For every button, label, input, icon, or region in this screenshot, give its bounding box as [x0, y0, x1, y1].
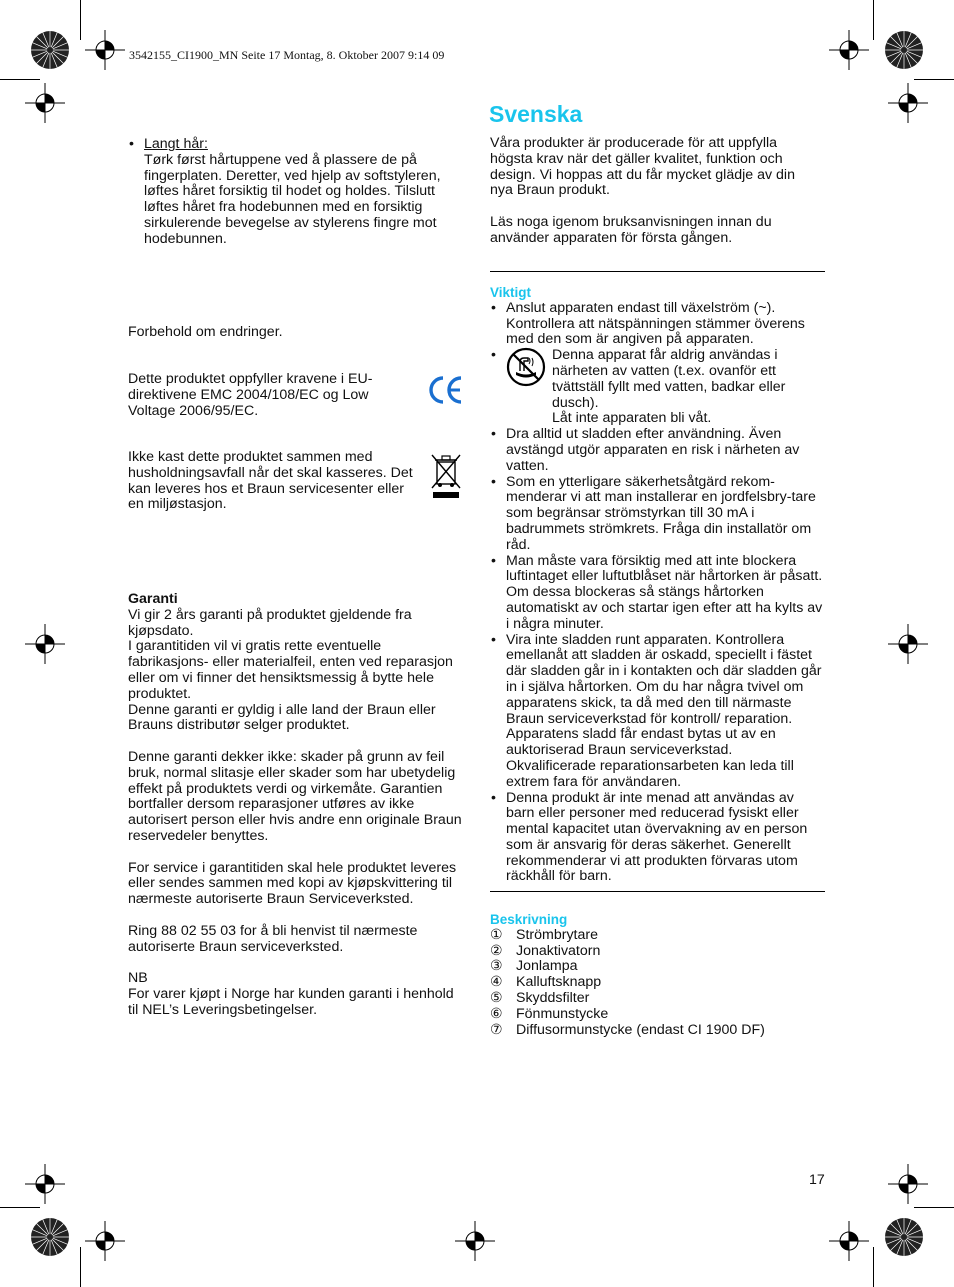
list-item [490, 928, 826, 944]
starburst-target-icon [30, 1217, 70, 1257]
important-text: Som en ytterligare säkerhetsåtgärd rekom-menderar vi att man installerar en jordfelsbry-tare som begränsar strömstyrkan till 30 mA i badrummets strömkrets. Fråga din installatör om råd. [506, 473, 816, 553]
important-heading: Viktigt [490, 285, 532, 300]
intro-paragraph-1: Våra produkter är producerade för att uppfylla högsta krav när det gäller kvalitet, funktion och design. Vi hoppas att du får mycket glädje av din nya Braun produkt. [490, 135, 795, 199]
item-label: Skyddsfilter [516, 989, 590, 1006]
starburst-target-icon [884, 1217, 924, 1257]
registration-mark-icon [888, 624, 928, 664]
registration-mark-icon [85, 1221, 125, 1261]
list-item [490, 991, 826, 1007]
guarantee-nb: NB [128, 970, 148, 987]
list-item [490, 791, 826, 886]
guarantee-p2: I garantitiden vil vi gratis rette eventuelle fabrikasjons- eller materialfeil, enten ved reparasjon eller om vi finner det hensiktsmessig å bytte hele produktet. [128, 638, 453, 702]
long-hair-bullet [128, 137, 458, 248]
list-item [490, 427, 826, 474]
trim-line [0, 1207, 40, 1208]
registration-mark-icon [25, 83, 65, 123]
registration-mark-icon [455, 1221, 495, 1261]
no-water-icon [506, 347, 546, 387]
registration-mark-icon [829, 1221, 869, 1261]
print-header: 3542155_CI1900_MN Seite 17 Montag, 8. Oktober 2007 9:14 09 [129, 48, 445, 62]
long-hair-label: Langt hår: [144, 136, 208, 152]
crossed-bin-icon [429, 452, 463, 500]
section-title: Svenska [489, 101, 583, 127]
list-item [128, 137, 458, 248]
long-hair-text: Tørk først hårtuppene ved å plassere de på fingerplaten. Deretter, ved hjelp av softstyleren, løftes håret forsiktig til hodet og holdes. Tilslutt løftes håret fra hodebunnen med en forsiktig sirkulerende bevegelse av stylerens fingre mot hodebunnen. [144, 151, 441, 247]
list-item [490, 959, 826, 975]
important-text: Man måste vara försiktig med att inte blockera luftintaget eller luftutblåset när hårtorken är påsatt. Om dessa blockeras så stängs hårtorken automatiskt av och startar igen efter att ha kylts av i några minuter. [506, 552, 823, 632]
list-item [490, 975, 826, 991]
list-item [490, 348, 826, 427]
item-number: ② [490, 942, 503, 959]
list-item [490, 554, 826, 633]
divider [490, 891, 825, 892]
description-heading: Beskrivning [490, 912, 568, 927]
guarantee-p4: Denne garanti dekker ikke: skader på grunn av feil bruk, normal slitasje eller skader som har ubetydelig effekt på produktets verdi og virkemåte. Garantien bortfaller dersom reparasjoner utføres av ikke autorisert person eller hvis andre enn originale Braun reservedeler benyttes. [128, 748, 462, 844]
list-item [490, 1023, 826, 1039]
trim-line [914, 79, 954, 80]
ce-mark-icon [428, 374, 464, 406]
registration-mark-icon [85, 30, 125, 70]
reservation-note: Forbehold om endringer. [128, 324, 283, 340]
registration-mark-icon [25, 1164, 65, 1204]
description-section [490, 912, 826, 1038]
trim-line [873, 0, 874, 40]
intro-paragraph-2: Läs noga igenom bruksanvisningen innan du använder apparaten för första gången. [490, 214, 772, 246]
item-number: ④ [490, 974, 503, 991]
item-number: ⑦ [490, 1021, 503, 1038]
item-label: Diffusormunstycke (endast CI 1900 DF) [516, 1021, 765, 1038]
important-text: Dra alltid ut sladden efter användning. Även avstängd utgör apparaten en risk i närheten av vatten. [506, 426, 800, 474]
trim-line [0, 79, 40, 80]
trim-line [914, 1207, 954, 1208]
registration-mark-icon [888, 83, 928, 123]
guarantee-p6: Ring 88 02 55 03 for å bli henvist til nærmeste autoriserte Braun serviceverksted. [128, 922, 418, 955]
important-text: Anslut apparaten endast till växelström (~). Kontrollera att nätspänningen stämmer överens med den som är angiven på apparaten. [506, 299, 805, 348]
list-item [490, 475, 826, 554]
list-item [490, 301, 826, 348]
guarantee-section [128, 592, 464, 1019]
item-label: Fönmunstycke [516, 1005, 609, 1022]
item-label: Strömbrytare [516, 926, 598, 943]
trim-line [80, 1247, 81, 1287]
item-label: Jonaktivatorn [516, 942, 601, 959]
important-text: Denna produkt är inte menad att användas av barn eller personer med reducerad fysiskt eller mental kapacitet utan övervakning av en person som är ansvarig för deras säkerhet. Generellt rekommenderar vi att produkten förvaras utom räckhåll för barn. [506, 789, 808, 885]
guarantee-p3: Denne garanti er gyldig i alle land der Braun eller Brauns distributør selger produktet. [128, 701, 436, 734]
list-item [490, 944, 826, 960]
important-text: Denna apparat får aldrig användas i närheten av vatten (t.ex. ovanför ett tvättställ fyllt med vatten, badkar eller dusch). [552, 347, 786, 411]
item-number: ③ [490, 958, 503, 975]
trim-line [873, 1247, 874, 1287]
disposal-text: Ikke kast dette produktet sammen med husholdningsavfall når det skal kasseres. Det kan leveres hos et Braun servicesenter eller en miljøstasjon. [128, 449, 413, 513]
important-text: Låt inte apparaten bli våt. [552, 410, 712, 427]
guarantee-heading: Garanti [128, 591, 178, 607]
starburst-target-icon [884, 30, 924, 70]
registration-mark-icon [829, 30, 869, 70]
registration-mark-icon [25, 624, 65, 664]
guarantee-p1: Vi gir 2 års garanti på produktet gjeldende fra kjøpsdato. [128, 606, 412, 639]
page-number: 17 [809, 1172, 825, 1188]
eu-compliance-text: Dette produktet oppfyller kravene i EU-direktivene EMC 2004/108/EC og Low Voltage 2006/95/EC. [128, 371, 373, 419]
item-number: ① [490, 926, 503, 943]
guarantee-p7: For varer kjøpt i Norge har kunden garanti i henhold til NEL’s Leveringsbetingelser. [128, 985, 454, 1018]
item-label: Kalluftsknapp [516, 974, 602, 991]
item-label: Jonlampa [516, 958, 578, 975]
important-text: Vira inte sladden runt apparaten. Kontrollera emellanåt att sladden är oskadd, speciellt i fästet där sladden går in i kontakten och där sladden går in i själva hårtorken. Om du har några tvivel om apparatens skick, ta då med den till närmaste Braun serviceverkstad för kontroll/ reparation. Apparatens sladd får endast bytas ut av en auktoriserad Braun serviceverkstad. Okvalificerade reparationsarbeten kan leda till extrem fara för användaren. [506, 631, 822, 790]
item-number: ⑥ [490, 1005, 503, 1022]
list-item [490, 633, 826, 791]
item-number: ⑤ [490, 989, 503, 1006]
list-item [490, 1007, 826, 1023]
divider [490, 271, 825, 272]
guarantee-p5: For service i garantitiden skal hele produktet leveres eller sendes sammen med kopi av kjøpskvittering til nærmeste autoriserte Braun Serviceverksted. [128, 859, 457, 908]
trim-line [80, 0, 81, 40]
registration-mark-icon [888, 1164, 928, 1204]
starburst-target-icon [30, 30, 70, 70]
important-section [490, 285, 826, 885]
